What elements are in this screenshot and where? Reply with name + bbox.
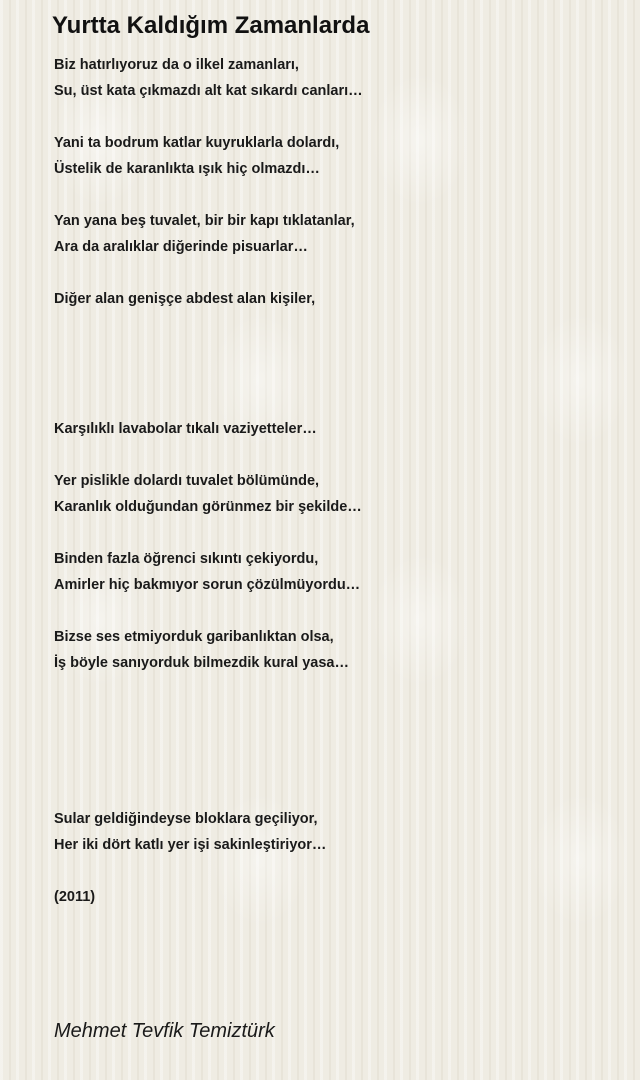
poem-line: Amirler hiç bakmıyor sorun çözülmüyordu…: [54, 577, 361, 593]
poem-line: Her iki dört katlı yer işi sakinleştiriyor…: [54, 837, 327, 853]
stanza-break: [54, 364, 614, 390]
poem-line: Su, üst kata çıkmazdı alt kat sıkardı canları…: [54, 83, 363, 99]
poem-line: Sular geldiğindeyse bloklara geçiliyor,: [54, 811, 318, 827]
poem-line: Binden fazla öğrenci sıkıntı çekiyordu,: [54, 551, 319, 567]
stanza-break: [54, 182, 614, 208]
stanza-break: [54, 676, 614, 702]
stanza-break: [54, 260, 614, 286]
poem-line: Ara da aralıklar diğerinde pisuarlar…: [54, 239, 308, 255]
stanza-break: [54, 598, 614, 624]
poem-line: (2011): [54, 889, 96, 905]
stanza-break: [54, 104, 614, 130]
poem-line: Yani ta bodrum katlar kuyruklarla dolardı,: [54, 135, 340, 151]
poem-line: İş böyle sanıyorduk bilmezdik kural yasa…: [54, 655, 349, 671]
stanza-break: [54, 520, 614, 546]
poem-title: Yurtta Kaldığım Zamanlarda: [52, 12, 370, 39]
poem-body: [54, 52, 614, 910]
poem-line: Üstelik de karanlıkta ışık hiç olmazdı…: [54, 161, 320, 177]
stanza-break: [54, 338, 614, 364]
stanza-break: [54, 780, 614, 806]
stanza-break: [54, 858, 614, 884]
stanza-break: [54, 702, 614, 728]
stanza-break: [54, 728, 614, 754]
poem-line: Diğer alan genişçe abdest alan kişiler,: [54, 291, 316, 307]
poem-line: Bizse ses etmiyorduk garibanlıktan olsa,: [54, 629, 334, 645]
poem-line: Karanlık olduğundan görünmez bir şekilde…: [54, 499, 362, 515]
stanza-break: [54, 390, 614, 416]
poem-author: Mehmet Tevfik Temiztürk: [54, 1020, 275, 1042]
poem-line: Yer pislikle dolardı tuvalet bölümünde,: [54, 473, 320, 489]
stanza-break: [54, 754, 614, 780]
poem-line: Biz hatırlıyoruz da o ilkel zamanları,: [54, 57, 299, 73]
stanza-break: [54, 442, 614, 468]
poem-line: Yan yana beş tuvalet, bir bir kapı tıklatanlar,: [54, 213, 355, 229]
stanza-break: [54, 312, 614, 338]
poem-line: Karşılıklı lavabolar tıkalı vaziyetteler…: [54, 421, 317, 437]
